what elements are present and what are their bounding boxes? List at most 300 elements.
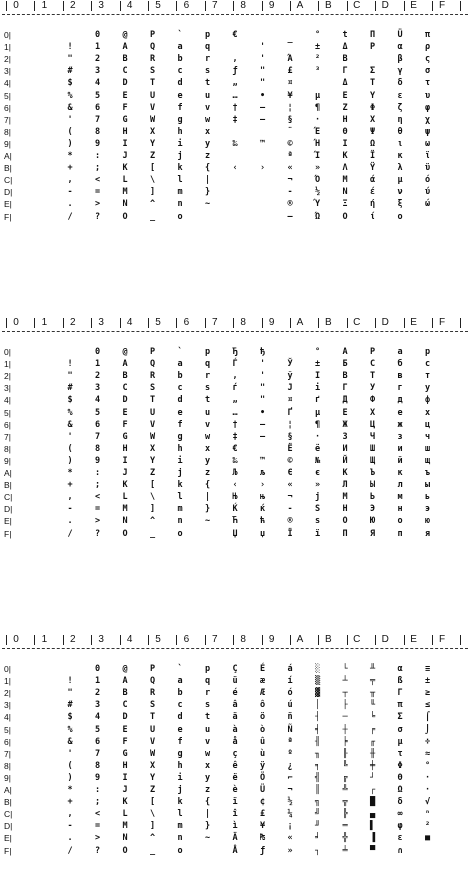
row-label: E| [4,199,12,210]
glyph-cell: Ф [369,395,376,406]
glyph-cell: V [149,736,156,747]
glyph-cell: τ [397,748,403,759]
column-separator [290,635,291,645]
glyph-cell: ) [67,138,73,149]
glyph-cell: т [424,371,431,382]
glyph-cell: J [122,785,128,795]
glyph-cell: ‰ [232,455,238,466]
row-label: F| [4,211,12,222]
glyph-cell: о [397,516,403,527]
table-row [0,468,470,479]
glyph-cell: } [204,504,211,515]
glyph-cell: ] [149,821,156,832]
column-header-label: F [438,0,446,11]
glyph-cell: Å [232,845,238,856]
glyph-cell: l [177,492,183,503]
glyph-cell: C [122,700,128,711]
glyph-cell: μ [314,407,321,418]
glyph-cell: R [149,54,156,65]
glyph-cell: ν [397,187,403,198]
glyph-cell: ▒ [314,676,321,687]
glyph-cell: p [204,347,211,357]
column-separator [6,635,7,645]
glyph-cell: = [94,504,101,515]
glyph-cell: W [149,748,156,759]
glyph-cell: Д [342,395,348,406]
glyph-cell: А [342,347,348,357]
glyph-cell: B [122,54,128,65]
glyph-cell: b [177,371,183,382]
glyph-cell: У [369,383,376,394]
glyph-cell: \ [149,809,156,820]
column-separator [404,318,405,328]
glyph-cell: G [122,748,128,759]
table-row [0,821,470,832]
glyph-cell: ╥ [369,688,376,699]
glyph-cell: – [259,419,266,430]
glyph-cell: R [149,371,156,382]
column-header-label: B [325,0,332,11]
glyph-cell: ╤ [369,676,376,687]
column-separator [205,318,206,328]
glyph-cell: и [397,443,403,454]
glyph-cell: + [67,163,73,174]
glyph-cell: Φ [369,102,376,113]
row-label: 3| [4,66,11,77]
glyph-cell: О [342,516,348,527]
glyph-cell: 7 [94,431,101,442]
column-separator [176,635,177,645]
glyph-cell: … [232,407,238,418]
glyph-cell: e [177,90,183,101]
glyph-cell: Φ [397,760,403,771]
glyph-cell: ъ [424,468,431,478]
glyph-cell: λ [397,163,403,174]
glyph-cell: Й [342,455,348,466]
row-label: 6| [4,419,11,430]
glyph-cell: ' [259,42,266,53]
column-header-label: 0 [13,317,19,328]
column-header-label: 2 [70,634,76,645]
glyph-cell: [ [149,163,156,174]
glyph-cell: ( [67,126,73,137]
glyph-cell: ¿ [287,760,293,771]
glyph-cell: є [314,468,321,478]
glyph-cell: Æ [259,688,266,699]
glyph-cell: ⌐ [287,772,293,783]
glyph-cell: c [177,66,183,77]
glyph-cell: Ό [314,175,321,186]
column-header-label: 4 [126,634,133,645]
column-separator [148,1,149,11]
column-separator [290,1,291,11]
row-label: D| [4,187,13,198]
glyph-cell: ' [67,114,73,125]
glyph-cell: ┘ [369,772,376,783]
glyph-cell: ± [314,359,321,370]
glyph-cell: ù [259,748,266,759]
glyph-cell: m [177,821,183,832]
column-separator [233,318,234,328]
glyph-cell: ╜ [314,821,321,832]
column-separator [91,318,92,328]
glyph-cell: … [232,90,238,101]
glyph-cell: I [122,772,128,783]
glyph-cell: l [177,809,183,820]
glyph-cell: ▓ [314,688,321,699]
glyph-cell: F [122,736,128,747]
glyph-cell: , [232,371,238,382]
glyph-cell: ζ [397,102,403,113]
table-row [0,676,470,687]
glyph-cell: { [204,797,211,808]
glyph-cell: Τ [369,78,376,89]
glyph-cell: ς [424,54,431,65]
glyph-cell: Δ [342,42,348,53]
column-separator [460,1,461,11]
glyph-cell: î [232,809,238,820]
glyph-cell: ¥ [259,821,266,832]
glyph-cell: ² [424,821,431,832]
column-header-label: 2 [70,0,76,11]
glyph-cell: ™ [259,138,266,149]
glyph-cell: " [259,66,266,77]
glyph-cell: Σ [397,712,403,723]
glyph-cell: ⁿ [424,809,431,820]
glyph-cell: └ [342,664,348,674]
glyph-cell: κ [397,151,403,161]
glyph-cell: " [259,78,266,89]
glyph-cell: C [122,66,128,77]
glyph-cell: 6 [94,736,101,747]
glyph-cell: m [177,187,183,198]
glyph-cell: f [177,736,183,747]
glyph-cell: K [122,163,128,174]
glyph-cell: М [342,492,348,503]
glyph-cell: S [149,66,156,77]
glyph-cell: ¨ [287,126,293,137]
glyph-cell: ; [94,797,101,808]
glyph-cell: α [397,42,403,53]
glyph-cell: 9 [94,138,101,149]
glyph-cell: x [204,126,211,137]
column-header-label: 4 [126,0,133,11]
glyph-cell: E [122,407,128,418]
glyph-cell: « [287,480,293,491]
column-separator [318,1,319,11]
glyph-cell: | [204,809,211,820]
glyph-cell: u [204,407,211,418]
glyph-cell: i [177,772,183,783]
glyph-cell: , [67,492,73,503]
glyph-cell: O [122,211,128,222]
glyph-cell: ( [67,760,73,771]
glyph-cell: £ [259,809,266,820]
glyph-cell: љ [259,468,266,478]
glyph-cell: Ç [232,664,238,674]
row-label: 7| [4,748,11,759]
column-separator [375,635,376,645]
glyph-cell: o [177,845,183,856]
glyph-cell: f [177,102,183,113]
row-label: E| [4,516,12,527]
row-label: C| [4,809,13,820]
glyph-cell: , [67,809,73,820]
glyph-cell: . [67,199,73,210]
glyph-cell: j [177,151,183,161]
glyph-cell: • [259,407,266,418]
table-row [0,139,470,150]
glyph-cell: Б [342,359,348,370]
glyph-cell: P [149,347,156,357]
glyph-cell: i [177,455,183,466]
glyph-cell: < [94,809,101,820]
glyph-cell: ° [314,347,321,357]
glyph-cell: ½ [287,797,293,808]
glyph-cell: ⌡ [424,724,431,735]
glyph-cell: Ь [369,492,376,503]
glyph-cell: J [122,468,128,478]
glyph-cell: E [122,90,128,101]
table-row [0,420,470,431]
row-label: C| [4,175,13,186]
glyph-cell: ' [259,54,266,65]
glyph-cell: ¬ [287,492,293,503]
glyph-cell: 1 [94,359,101,370]
glyph-cell: I [122,455,128,466]
glyph-cell: В [342,54,348,65]
glyph-cell: ώ [424,199,431,210]
glyph-cell: \ [149,175,156,186]
glyph-cell: + [67,480,73,491]
column-header-label: 9 [268,634,275,645]
glyph-cell: · [424,772,431,783]
glyph-cell: K [122,480,128,491]
glyph-cell: T [149,712,156,723]
glyph-cell: Т [369,371,376,382]
glyph-cell: Z [149,151,156,161]
glyph-cell: x [204,443,211,454]
glyph-cell: ╫ [369,748,376,759]
glyph-cell: ~ [204,833,211,844]
glyph-cell: › [259,163,266,174]
glyph-cell: г [397,383,403,394]
glyph-cell: έ [369,187,376,198]
column-separator [91,1,92,11]
table-row [0,30,470,41]
glyph-cell: υ [424,90,431,101]
glyph-cell: Р [369,42,376,53]
table-row [0,54,470,65]
glyph-cell: q [204,676,211,687]
glyph-cell: = [94,821,101,832]
table-row [0,163,470,174]
glyph-cell: V [149,102,156,113]
glyph-cell: h [177,126,183,137]
glyph-cell: # [67,66,73,77]
glyph-cell: ) [67,455,73,466]
glyph-cell: ( [67,443,73,454]
glyph-cell: Γ [397,688,403,699]
glyph-cell: Р [369,347,376,357]
glyph-cell: W [149,114,156,125]
glyph-cell: 5 [94,407,101,418]
glyph-cell: P [149,664,156,674]
glyph-cell: Μ [342,175,348,186]
glyph-cell: ¦ [287,419,293,430]
glyph-cell: й [397,455,403,466]
column-separator [6,318,7,328]
glyph-cell: g [177,114,183,125]
glyph-cell: √ [424,797,431,808]
glyph-cell: } [204,821,211,832]
column-separator [460,635,461,645]
glyph-cell: ¢ [259,797,266,808]
table-row [0,127,470,138]
column-header-label: A [296,634,304,645]
glyph-cell: T [149,78,156,89]
table-row [0,809,470,820]
glyph-cell: ¶ [314,102,321,113]
glyph-cell: Ж [342,419,348,430]
column-separator [233,635,234,645]
glyph-cell: б [397,359,403,370]
glyph-cell: A [122,676,128,687]
glyph-cell: « [287,163,293,174]
row-label: 5| [4,90,11,101]
glyph-cell: " [67,54,73,65]
table-row [0,725,470,736]
glyph-cell: U [149,90,156,101]
column-header-label: 5 [155,634,161,645]
glyph-cell: ‹ [232,480,238,491]
glyph-cell: 2 [94,371,101,382]
glyph-cell: ╧ [342,845,348,856]
glyph-cell: ° [314,30,321,40]
glyph-cell: D [122,78,128,89]
column-separator [375,318,376,328]
table-row [0,42,470,53]
glyph-cell: Г [342,383,348,394]
glyph-cell: & [67,736,73,747]
glyph-cell: t [204,395,211,406]
glyph-cell: å [232,736,238,747]
glyph-cell: N [122,199,128,210]
glyph-cell: ╒ [369,724,376,735]
column-header [0,0,470,14]
glyph-cell: / [67,211,73,222]
glyph-cell: ґ [314,395,321,406]
glyph-cell: ≡ [424,664,431,674]
glyph-cell: B [122,371,128,382]
glyph-cell: 0 [94,664,101,674]
glyph-cell: : [94,151,101,161]
column-header-label: 1 [41,0,48,11]
glyph-cell: ? [94,211,101,222]
glyph-cell: н [397,504,403,515]
glyph-cell: 5 [94,90,101,101]
glyph-cell: A [122,42,128,53]
glyph-cell: · [314,114,321,125]
glyph-cell: - [67,187,73,198]
glyph-cell: 0 [94,347,101,357]
glyph-cell: ó [287,688,293,699]
glyph-cell: ╓ [369,736,376,747]
glyph-cell: L [122,809,128,820]
glyph-cell: ¬ [287,785,293,795]
column-header-label: E [410,0,417,11]
glyph-cell: ц [424,419,431,430]
column-header-label: 3 [98,634,104,645]
glyph-cell: ψ [424,126,431,137]
column-header-label: F [438,634,446,645]
glyph-cell: ‰ [232,138,238,149]
glyph-cell: π [424,30,431,40]
glyph-cell: ë [232,772,238,783]
glyph-cell: – [259,102,266,113]
glyph-cell: - [287,187,293,198]
glyph-cell: » [314,163,321,174]
row-label: B| [4,480,12,491]
glyph-cell: b [177,688,183,699]
glyph-cell: i [177,138,183,149]
glyph-cell: P [149,30,156,40]
glyph-cell: x [204,760,211,771]
glyph-cell: ≥ [424,688,431,699]
column-header-label: 8 [240,634,246,645]
glyph-cell: " [259,395,266,406]
glyph-cell: 8 [94,760,101,771]
glyph-cell: ╚ [342,760,348,771]
glyph-cell: ! [67,42,73,53]
glyph-cell: - [67,821,73,832]
glyph-cell: c [177,700,183,711]
glyph-cell: y [204,772,211,783]
glyph-cell: í [287,676,293,687]
glyph-cell: / [67,845,73,856]
glyph-cell: ░ [314,664,321,674]
column-header-label: 3 [98,317,104,328]
glyph-cell: 4 [94,395,101,406]
glyph-cell: ® [287,199,293,210]
glyph-cell: › [259,480,266,491]
glyph-cell: ƒ [232,66,238,77]
glyph-cell: Ω [369,138,376,149]
table-row [0,737,470,748]
glyph-cell: Ψ [369,126,376,137]
column-separator [318,635,319,645]
glyph-cell: ° [424,760,431,771]
glyph-cell: П [369,30,376,40]
glyph-cell: B [122,688,128,699]
row-label: 8| [4,760,11,771]
glyph-cell: k [177,163,183,174]
table-row [0,91,470,102]
glyph-cell: 7 [94,114,101,125]
glyph-cell: ` [177,664,183,674]
glyph-cell: N [122,516,128,527]
column-separator [6,1,7,11]
glyph-cell: d [177,78,183,89]
table-row [0,492,470,503]
column-separator [347,635,348,645]
glyph-cell: ■ [424,833,431,844]
column-separator [63,318,64,328]
glyph-cell: Ґ [287,407,293,418]
glyph-cell: Ћ [232,516,238,527]
glyph-cell: Њ [232,492,238,503]
column-header-label: 6 [183,634,190,645]
